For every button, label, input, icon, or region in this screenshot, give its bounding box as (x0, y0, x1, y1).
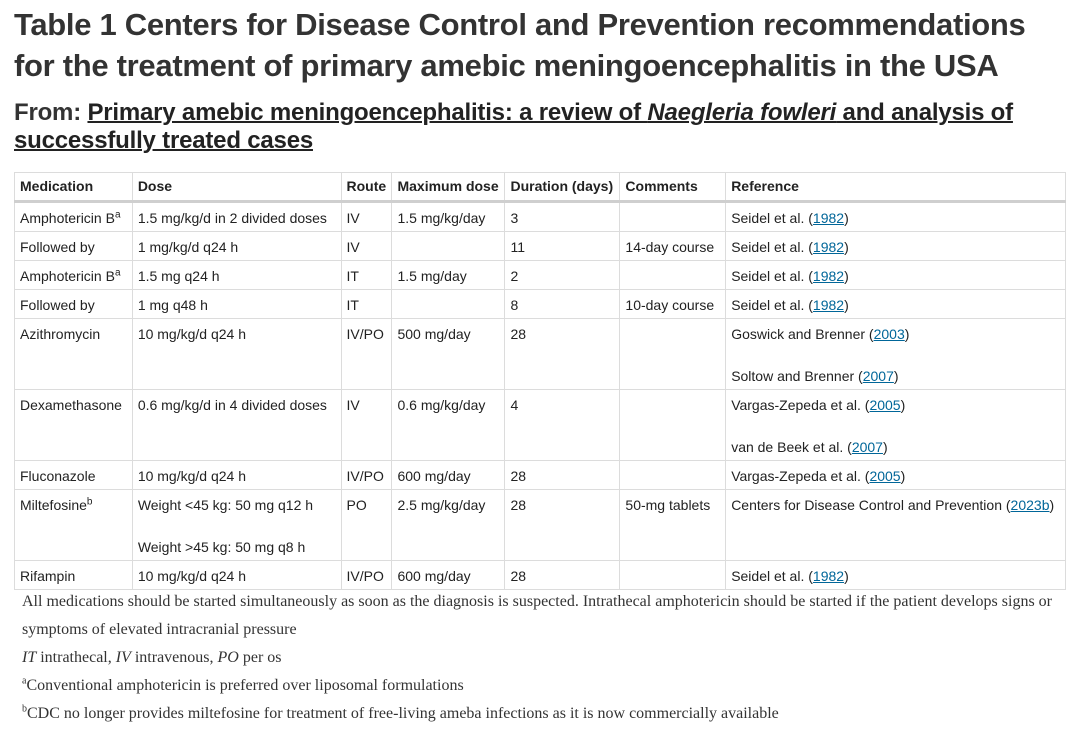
medication-name: Rifampin (20, 568, 76, 584)
article-title-species: Naegleria fowleri (647, 99, 837, 126)
medication-cell (15, 461, 133, 490)
abbreviation-definition: intrathecal, (36, 649, 116, 666)
table-notes (22, 588, 1062, 728)
column-header: Maximum dose (392, 173, 505, 202)
comments-cell (620, 202, 726, 232)
reference-year-link[interactable]: 1982 (812, 210, 845, 226)
reference-line (731, 363, 1060, 389)
medication-name: Fluconazole (20, 468, 96, 484)
table-row (15, 202, 1066, 232)
reference-cell (726, 390, 1066, 461)
dose-line: 1 mg q48 h (137, 297, 208, 313)
max-dose-cell: 500 mg/day (392, 319, 505, 390)
reference-year-link[interactable]: 2003 (873, 326, 905, 342)
reference-authors: Seidel et al. ( (731, 268, 813, 284)
reference-close: ) (882, 439, 888, 455)
route-cell: IV/PO (341, 461, 392, 490)
dose-cell (132, 232, 341, 261)
footnote-marker: a (114, 209, 121, 221)
comments-cell (620, 390, 726, 461)
reference-year-link[interactable]: 2005 (869, 397, 901, 413)
route-cell: PO (341, 490, 392, 561)
medication-cell (15, 261, 133, 290)
reference-line (731, 321, 1060, 347)
reference-line (731, 434, 1060, 460)
reference-close: ) (900, 397, 906, 413)
footnote-a (22, 672, 1062, 700)
medication-cell (15, 390, 133, 461)
max-dose-cell (392, 290, 505, 319)
reference-close: ) (904, 326, 910, 342)
reference-cell (726, 461, 1066, 490)
route-cell: IV/PO (341, 561, 392, 590)
reference-close: ) (844, 297, 849, 313)
medication-name: Dexamethasone (20, 397, 122, 413)
reference-authors: Seidel et al. ( (731, 210, 813, 226)
dose-line: 0.6 mg/kg/d in 4 divided doses (137, 397, 327, 413)
reference-authors: Vargas-Zepeda et al. ( (731, 397, 870, 413)
medication-name: Amphotericin B (20, 268, 115, 284)
route-cell: IT (341, 261, 392, 290)
reference-line (731, 463, 1060, 489)
table-row (15, 290, 1066, 319)
footnote-b (22, 700, 1062, 728)
dose-cell (132, 202, 341, 232)
table-row (15, 261, 1066, 290)
max-dose-cell: 1.5 mg/kg/day (392, 202, 505, 232)
reference-line (731, 563, 1060, 589)
max-dose-cell: 1.5 mg/day (392, 261, 505, 290)
medication-name: Followed by (20, 297, 95, 313)
dose-line: 10 mg/kg/d q24 h (137, 326, 246, 342)
route-cell: IV/PO (341, 319, 392, 390)
route-cell: IT (341, 290, 392, 319)
reference-authors: Seidel et al. ( (731, 297, 813, 313)
abbreviation: IV (115, 649, 131, 666)
column-header: Medication (15, 173, 133, 202)
reference-authors: Seidel et al. ( (731, 568, 813, 584)
dose-line: 10 mg/kg/d q24 h (137, 468, 246, 484)
dose-line: 10 mg/kg/d q24 h (137, 568, 246, 584)
medication-cell (15, 319, 133, 390)
abbreviations-note (22, 644, 1062, 672)
reference-authors: Seidel et al. ( (731, 239, 813, 255)
reference-close: ) (844, 568, 849, 584)
treatment-table (14, 172, 1066, 590)
max-dose-cell: 600 mg/day (392, 461, 505, 490)
reference-cell (726, 490, 1066, 561)
route-cell: IV (341, 232, 392, 261)
article-title-part2: and analysis of successfully treated cases (14, 99, 1013, 154)
dose-cell (132, 561, 341, 590)
comments-cell: 50-mg tablets (620, 490, 726, 561)
dose-line: Weight <45 kg: 50 mg q12 h (137, 497, 314, 513)
abbreviation: IT (22, 649, 37, 666)
reference-close: ) (900, 468, 906, 484)
medication-cell (15, 232, 133, 261)
reference-authors: Soltow and Brenner ( (731, 368, 863, 384)
comments-cell: 14-day course (620, 232, 726, 261)
dose-line: 1.5 mg/kg/d in 2 divided doses (137, 210, 327, 226)
reference-cell (726, 290, 1066, 319)
table-title: Table 1 Centers for Disease Control and Prevention recommendations for the treatment of primary amebic meningoencephalitis in the USA (14, 7, 1026, 83)
general-note: All medications should be started simultaneously as soon as the diagnosis is suspected. Intrathecal amphotericin should be started if the patient develops signs or symptoms of elevated intracranial pressure (22, 593, 1053, 638)
duration-cell: 28 (505, 490, 620, 561)
reference-line (731, 205, 1060, 231)
reference-cell (726, 202, 1066, 232)
table-row (15, 490, 1066, 561)
reference-line (731, 392, 1060, 418)
duration-cell: 28 (505, 319, 620, 390)
route-cell: IV (341, 202, 392, 232)
dose-cell (132, 261, 341, 290)
footnote-b-mark: b (22, 703, 27, 715)
medication-name: Amphotericin B (20, 210, 115, 226)
max-dose-cell: 0.6 mg/kg/day (392, 390, 505, 461)
footnote-marker: a (114, 267, 121, 279)
table-header (15, 173, 1066, 202)
duration-cell: 11 (505, 232, 620, 261)
footnote-b-text: CDC no longer provides miltefosine for treatment of free-living ameba infections as it is now commercially available (27, 705, 779, 722)
duration-cell: 28 (505, 461, 620, 490)
table-body (15, 202, 1066, 590)
header-row (15, 173, 1066, 202)
footnote-a-mark: a (22, 675, 27, 687)
comments-cell (620, 561, 726, 590)
table-row (15, 319, 1066, 390)
reference-year-link[interactable]: 1982 (812, 239, 845, 255)
column-header: Dose (132, 173, 341, 202)
reference-authors: Vargas-Zepeda et al. ( (731, 468, 870, 484)
medication-cell (15, 202, 133, 232)
reference-cell (726, 561, 1066, 590)
reference-authors: van de Beek et al. ( (731, 439, 852, 455)
dose-line: Weight >45 kg: 50 mg q8 h (137, 539, 306, 555)
comments-cell (620, 319, 726, 390)
abbreviation-definition: per os (238, 649, 282, 666)
medication-name: Miltefosine (20, 497, 87, 513)
table-row (15, 232, 1066, 261)
column-header: Reference (726, 173, 1066, 202)
reference-cell (726, 232, 1066, 261)
reference-authors: Centers for Disease Control and Prevention ( (731, 497, 1011, 513)
abbreviation: PO (217, 649, 239, 666)
table-row (15, 390, 1066, 461)
dose-line: 1.5 mg q24 h (137, 268, 220, 284)
duration-cell: 4 (505, 390, 620, 461)
dose-cell (132, 490, 341, 561)
reference-line (731, 292, 1060, 318)
comments-cell (620, 261, 726, 290)
reference-close: ) (844, 268, 849, 284)
medication-cell (15, 561, 133, 590)
duration-cell: 2 (505, 261, 620, 290)
route-cell: IV (341, 390, 392, 461)
source-article-link[interactable] (14, 99, 1013, 154)
dose-line: 1 mg/kg/d q24 h (137, 239, 239, 255)
duration-cell: 3 (505, 202, 620, 232)
reference-year-link[interactable]: 1982 (812, 568, 845, 584)
dose-cell (132, 390, 341, 461)
duration-cell: 8 (505, 290, 620, 319)
duration-cell: 28 (505, 561, 620, 590)
reference-cell (726, 261, 1066, 290)
medication-cell (15, 290, 133, 319)
column-header: Comments (620, 173, 726, 202)
source-line (14, 99, 1064, 155)
dose-cell (132, 461, 341, 490)
medication-name: Followed by (20, 239, 95, 255)
max-dose-cell (392, 232, 505, 261)
article-title-part1: Primary amebic meningoencephalitis: a review of (87, 99, 648, 126)
reference-line (731, 492, 1060, 518)
max-dose-cell: 2.5 mg/kg/day (392, 490, 505, 561)
abbreviation-definition: intravenous, (130, 649, 218, 666)
reference-year-link[interactable]: 2007 (851, 439, 883, 455)
reference-year-link[interactable]: 1982 (812, 297, 845, 313)
reference-close: ) (1049, 497, 1055, 513)
reference-year-link[interactable]: 1982 (812, 268, 845, 284)
from-prefix: From: (14, 99, 81, 126)
reference-close: ) (844, 210, 849, 226)
medication-name: Azithromycin (20, 326, 101, 342)
max-dose-cell: 600 mg/day (392, 561, 505, 590)
footnote-a-text: Conventional amphotericin is preferred over liposomal formulations (26, 677, 464, 694)
reference-cell (726, 319, 1066, 390)
column-header: Route (341, 173, 392, 202)
reference-authors: Goswick and Brenner ( (731, 326, 874, 342)
reference-close: ) (893, 368, 899, 384)
footnote-marker: b (86, 496, 93, 508)
comments-cell (620, 461, 726, 490)
column-header: Duration (days) (505, 173, 620, 202)
reference-year-link[interactable]: 2007 (862, 368, 894, 384)
reference-line (731, 263, 1060, 289)
reference-close: ) (844, 239, 849, 255)
table-row (15, 461, 1066, 490)
medication-cell (15, 490, 133, 561)
reference-line (731, 234, 1060, 260)
reference-year-link[interactable]: 2005 (869, 468, 901, 484)
reference-year-link[interactable]: 2023b (1010, 497, 1050, 513)
table-row (15, 561, 1066, 590)
dose-cell (132, 290, 341, 319)
comments-cell: 10-day course (620, 290, 726, 319)
dose-cell (132, 319, 341, 390)
